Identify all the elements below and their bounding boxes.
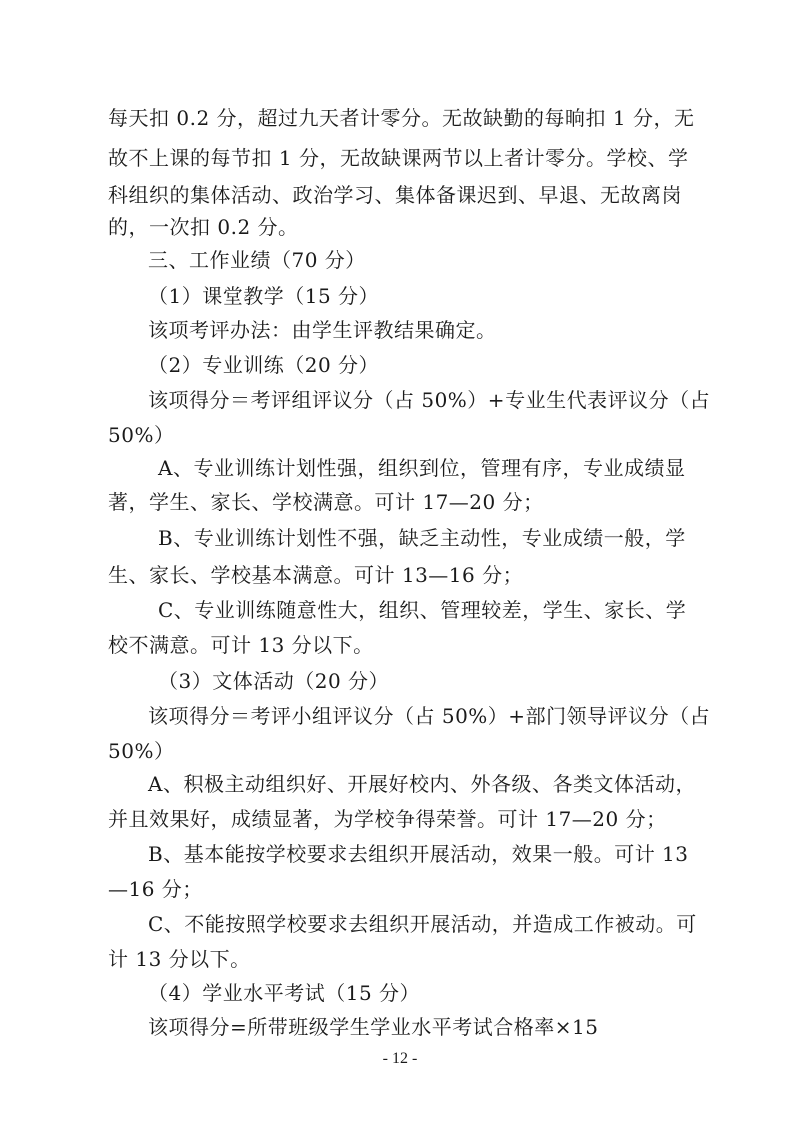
text-line: 著，学生、家长、学校满意。可计 17—20 分；	[108, 490, 544, 514]
subsection-heading: （1）课堂教学（15 分）	[148, 284, 380, 308]
text-line: 该项得分=所带班级学生学业水平考试合格率×15	[148, 1015, 599, 1039]
text-line: 该项得分＝考评小组评议分（占 50%）+部门领导评议分（占	[148, 704, 711, 728]
page-number: - 12 -	[382, 1050, 418, 1067]
subsection-heading: （4）学业水平考试（15 分）	[148, 981, 421, 1005]
text-line: B、专业训练计划性不强，缺乏主动性，专业成绩一般，学	[158, 526, 686, 550]
text-line: 的，一次扣 0.2 分。	[108, 215, 299, 239]
text-line: A、专业训练计划性强，组织到位，管理有序，专业成绩显	[158, 456, 686, 480]
text-line: 科组织的集体活动、政治学习、集体备课迟到、早退、无故离岗	[108, 183, 682, 207]
text-line: A、积极主动组织好、开展好校内、外各级、各类文体活动，	[148, 772, 696, 796]
text-line: 校不满意。可计 13 分以下。	[108, 633, 374, 657]
text-line: C、专业训练随意性大，组织、管理较差，学生、家长、学	[158, 598, 687, 622]
subsection-heading: （2）专业训练（20 分）	[148, 353, 380, 377]
text-line: 50%）	[108, 423, 175, 447]
text-line: —16 分；	[108, 877, 203, 901]
text-line: 50%）	[108, 739, 175, 763]
text-line: B、基本能按学校要求去组织开展活动，效果一般。可计 13	[148, 842, 689, 866]
text-line: 该项得分＝考评组评议分（占 50%）+专业生代表评议分（占	[148, 388, 711, 412]
text-line: 生、家长、学校基本满意。可计 13—16 分；	[108, 563, 524, 587]
text-line: 该项考评办法：由学生评教结果确定。	[148, 318, 497, 342]
subsection-heading: （3）文体活动（20 分）	[158, 669, 390, 693]
text-line: 每天扣 0.2 分，超过九天者计零分。无故缺勤的每晌扣 1 分，无	[108, 106, 695, 130]
text-line: 并且效果好，成绩显著，为学校争得荣誉。可计 17—20 分；	[108, 807, 667, 831]
text-line: C、不能按照学校要求去组织开展活动，并造成工作被动。可	[148, 912, 697, 936]
text-line: 故不上课的每节扣 1 分，无故缺课两节以上者计零分。学校、学	[108, 146, 689, 170]
section-heading: 三、工作业绩（70 分）	[148, 248, 366, 272]
text-line: 计 13 分以下。	[108, 947, 251, 971]
